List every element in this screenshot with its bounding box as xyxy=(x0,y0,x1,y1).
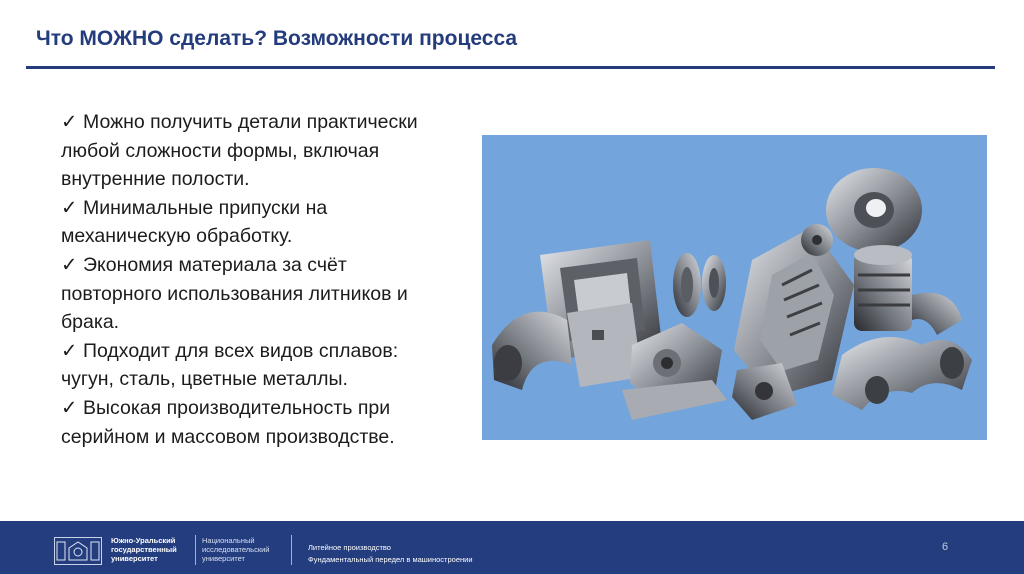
footer-bar xyxy=(0,521,1024,574)
page-number: 6 xyxy=(942,541,949,553)
bullet-text: Высокая производительность при серийном и массовом производстве. xyxy=(61,396,395,448)
bullet-item xyxy=(61,194,441,251)
course-title: Литейное производство Фундаментальный передел в машиностроении xyxy=(308,543,473,564)
check-icon: ✓ xyxy=(61,111,78,133)
title-divider xyxy=(26,66,995,69)
slide-title: Что МОЖНО сделать? Возможности процесса xyxy=(36,27,518,50)
bullet-text: Можно получить детали практически любой сложности формы, включая внутренние полости. xyxy=(61,111,418,191)
bullet-item xyxy=(61,394,441,451)
footer-divider xyxy=(195,535,196,565)
ring-castings xyxy=(673,253,726,317)
check-icon: ✓ xyxy=(61,196,78,219)
bullet-text: Подходит для всех видов сплавов: чугун, сталь, цветные металлы. xyxy=(61,339,399,391)
university-name: Южно-Уральский государственный университет xyxy=(111,536,177,563)
castings-photo xyxy=(482,135,987,440)
cylinder-casting xyxy=(854,245,912,331)
university-crest-icon xyxy=(54,537,102,565)
brake-disc-casting xyxy=(826,168,922,252)
manifold-casting xyxy=(832,337,972,410)
castings-illustration xyxy=(482,135,987,440)
bullet-text: Минимальные припуски на механическую обработку. xyxy=(61,196,328,248)
elbow-casting xyxy=(912,293,962,335)
pipe-fitting-casting xyxy=(492,312,572,390)
bullet-item xyxy=(61,337,441,394)
footer-divider xyxy=(291,535,292,565)
university-status: Национальный исследовательский университет xyxy=(202,536,270,563)
check-icon: ✓ xyxy=(61,396,78,419)
check-icon: ✓ xyxy=(61,253,78,276)
check-icon: ✓ xyxy=(61,339,78,362)
impeller-casting xyxy=(801,224,833,256)
bullet-text: Экономия материала за счёт повторного использования литников и брака. xyxy=(61,253,408,334)
bullet-item xyxy=(61,108,441,194)
bullet-item xyxy=(61,251,441,337)
bullet-list xyxy=(61,108,441,451)
